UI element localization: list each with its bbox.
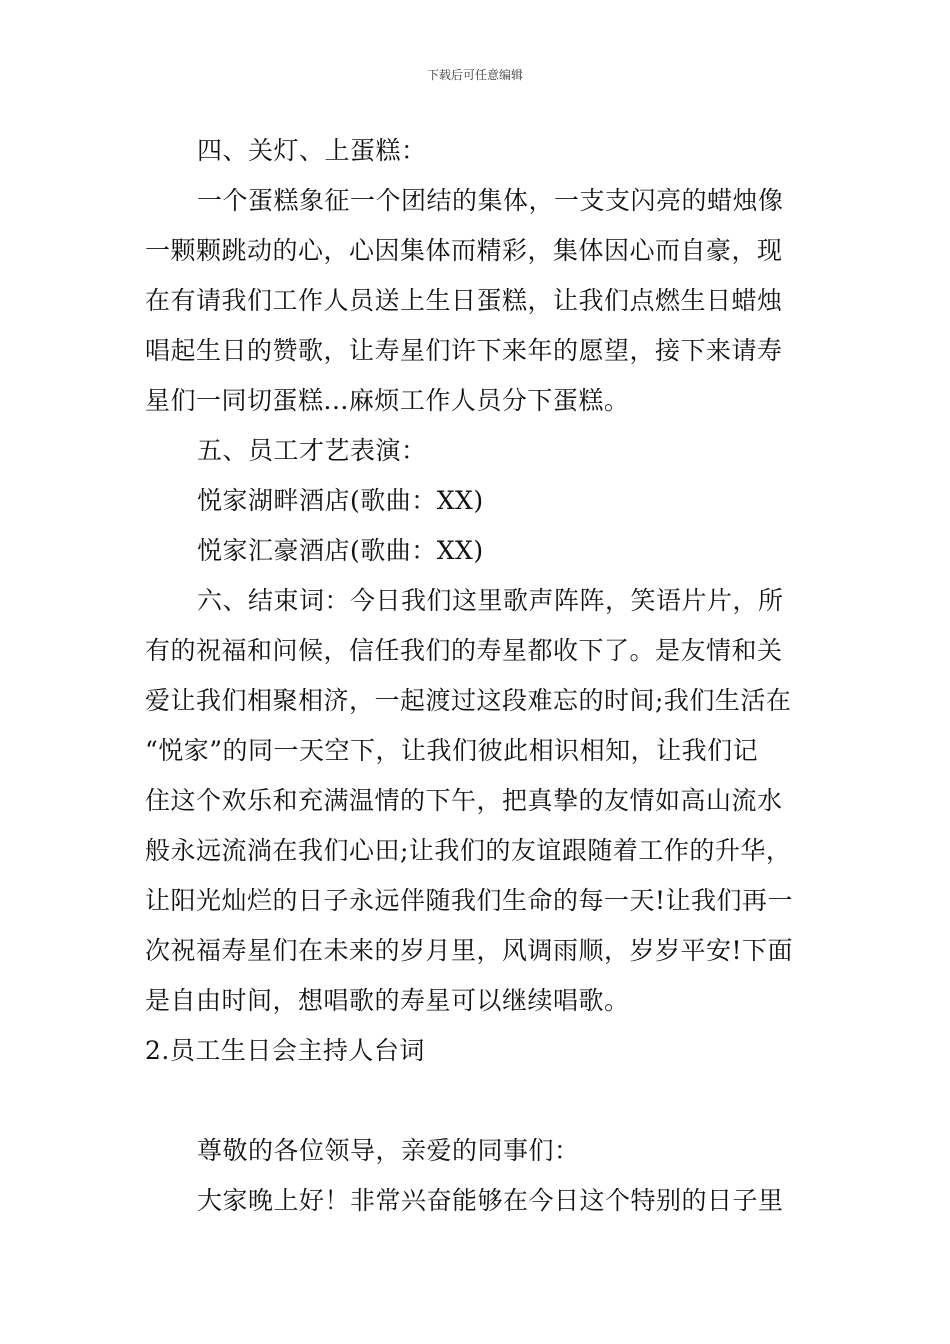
section-heading-closing: 六、结束词：今日我们这里歌声阵阵，笑语片片，所: [197, 586, 784, 615]
paragraph-line: 在有请我们工作人员送上生日蛋糕，让我们点燃生日蜡烛: [145, 286, 783, 315]
paragraph-line: 一个蛋糕象征一个团结的集体，一支支闪亮的蜡烛像: [197, 186, 784, 215]
blank-line: [145, 1076, 810, 1126]
paragraph-line: 次祝福寿星们在未来的岁月里，风调雨顺，岁岁平安!下面: [145, 936, 794, 965]
greeting-line: 尊敬的各位领导，亲爱的同事们：: [197, 1136, 580, 1165]
section-title-2: 2.员工生日会主持人台词: [145, 1036, 425, 1065]
paragraph-line: “悦家”的同一天空下，让我们彼此相识相知，让我们记: [145, 736, 759, 765]
paragraph-line: 让阳光灿烂的日子永远伴随我们生命的每一天!让我们再一: [145, 886, 794, 915]
section-heading-cake: 四、关灯、上蛋糕：: [197, 136, 427, 165]
paragraph-line: 唱起生日的赞歌，让寿星们许下来年的愿望，接下来请寿: [145, 336, 783, 365]
document-body: [145, 126, 810, 1226]
paragraph-line: 有的祝福和问候，信任我们的寿星都收下了。是友情和关: [145, 636, 783, 665]
paragraph-line: 住这个欢乐和充满温情的下午，把真挚的友情如高山流水: [145, 786, 783, 815]
paragraph-line: 一颗颗跳动的心，心因集体而精彩，集体因心而自豪，现: [145, 236, 783, 265]
paragraph-line: 爱让我们相聚相济，一起渡过这段难忘的时间;我们生活在: [145, 686, 792, 715]
paragraph-line: 是自由时间，想唱歌的寿星可以继续唱歌。: [145, 986, 630, 1015]
paragraph-line: 大家晚上好！非常兴奋能够在今日这个特别的日子里: [197, 1186, 784, 1215]
performance-item: 悦家汇豪酒店(歌曲：XX): [197, 536, 484, 565]
performance-item: 悦家湖畔酒店(歌曲：XX): [197, 486, 484, 515]
paragraph-line: 般永远流淌在我们心田;让我们的友谊跟随着工作的升华，: [145, 836, 792, 865]
header-note: 下载后可任意编辑: [426, 68, 523, 82]
section-heading-performance: 五、员工才艺表演：: [197, 436, 427, 465]
paragraph-line: 星们一同切蛋糕...麻烦工作人员分下蛋糕。: [145, 386, 630, 415]
